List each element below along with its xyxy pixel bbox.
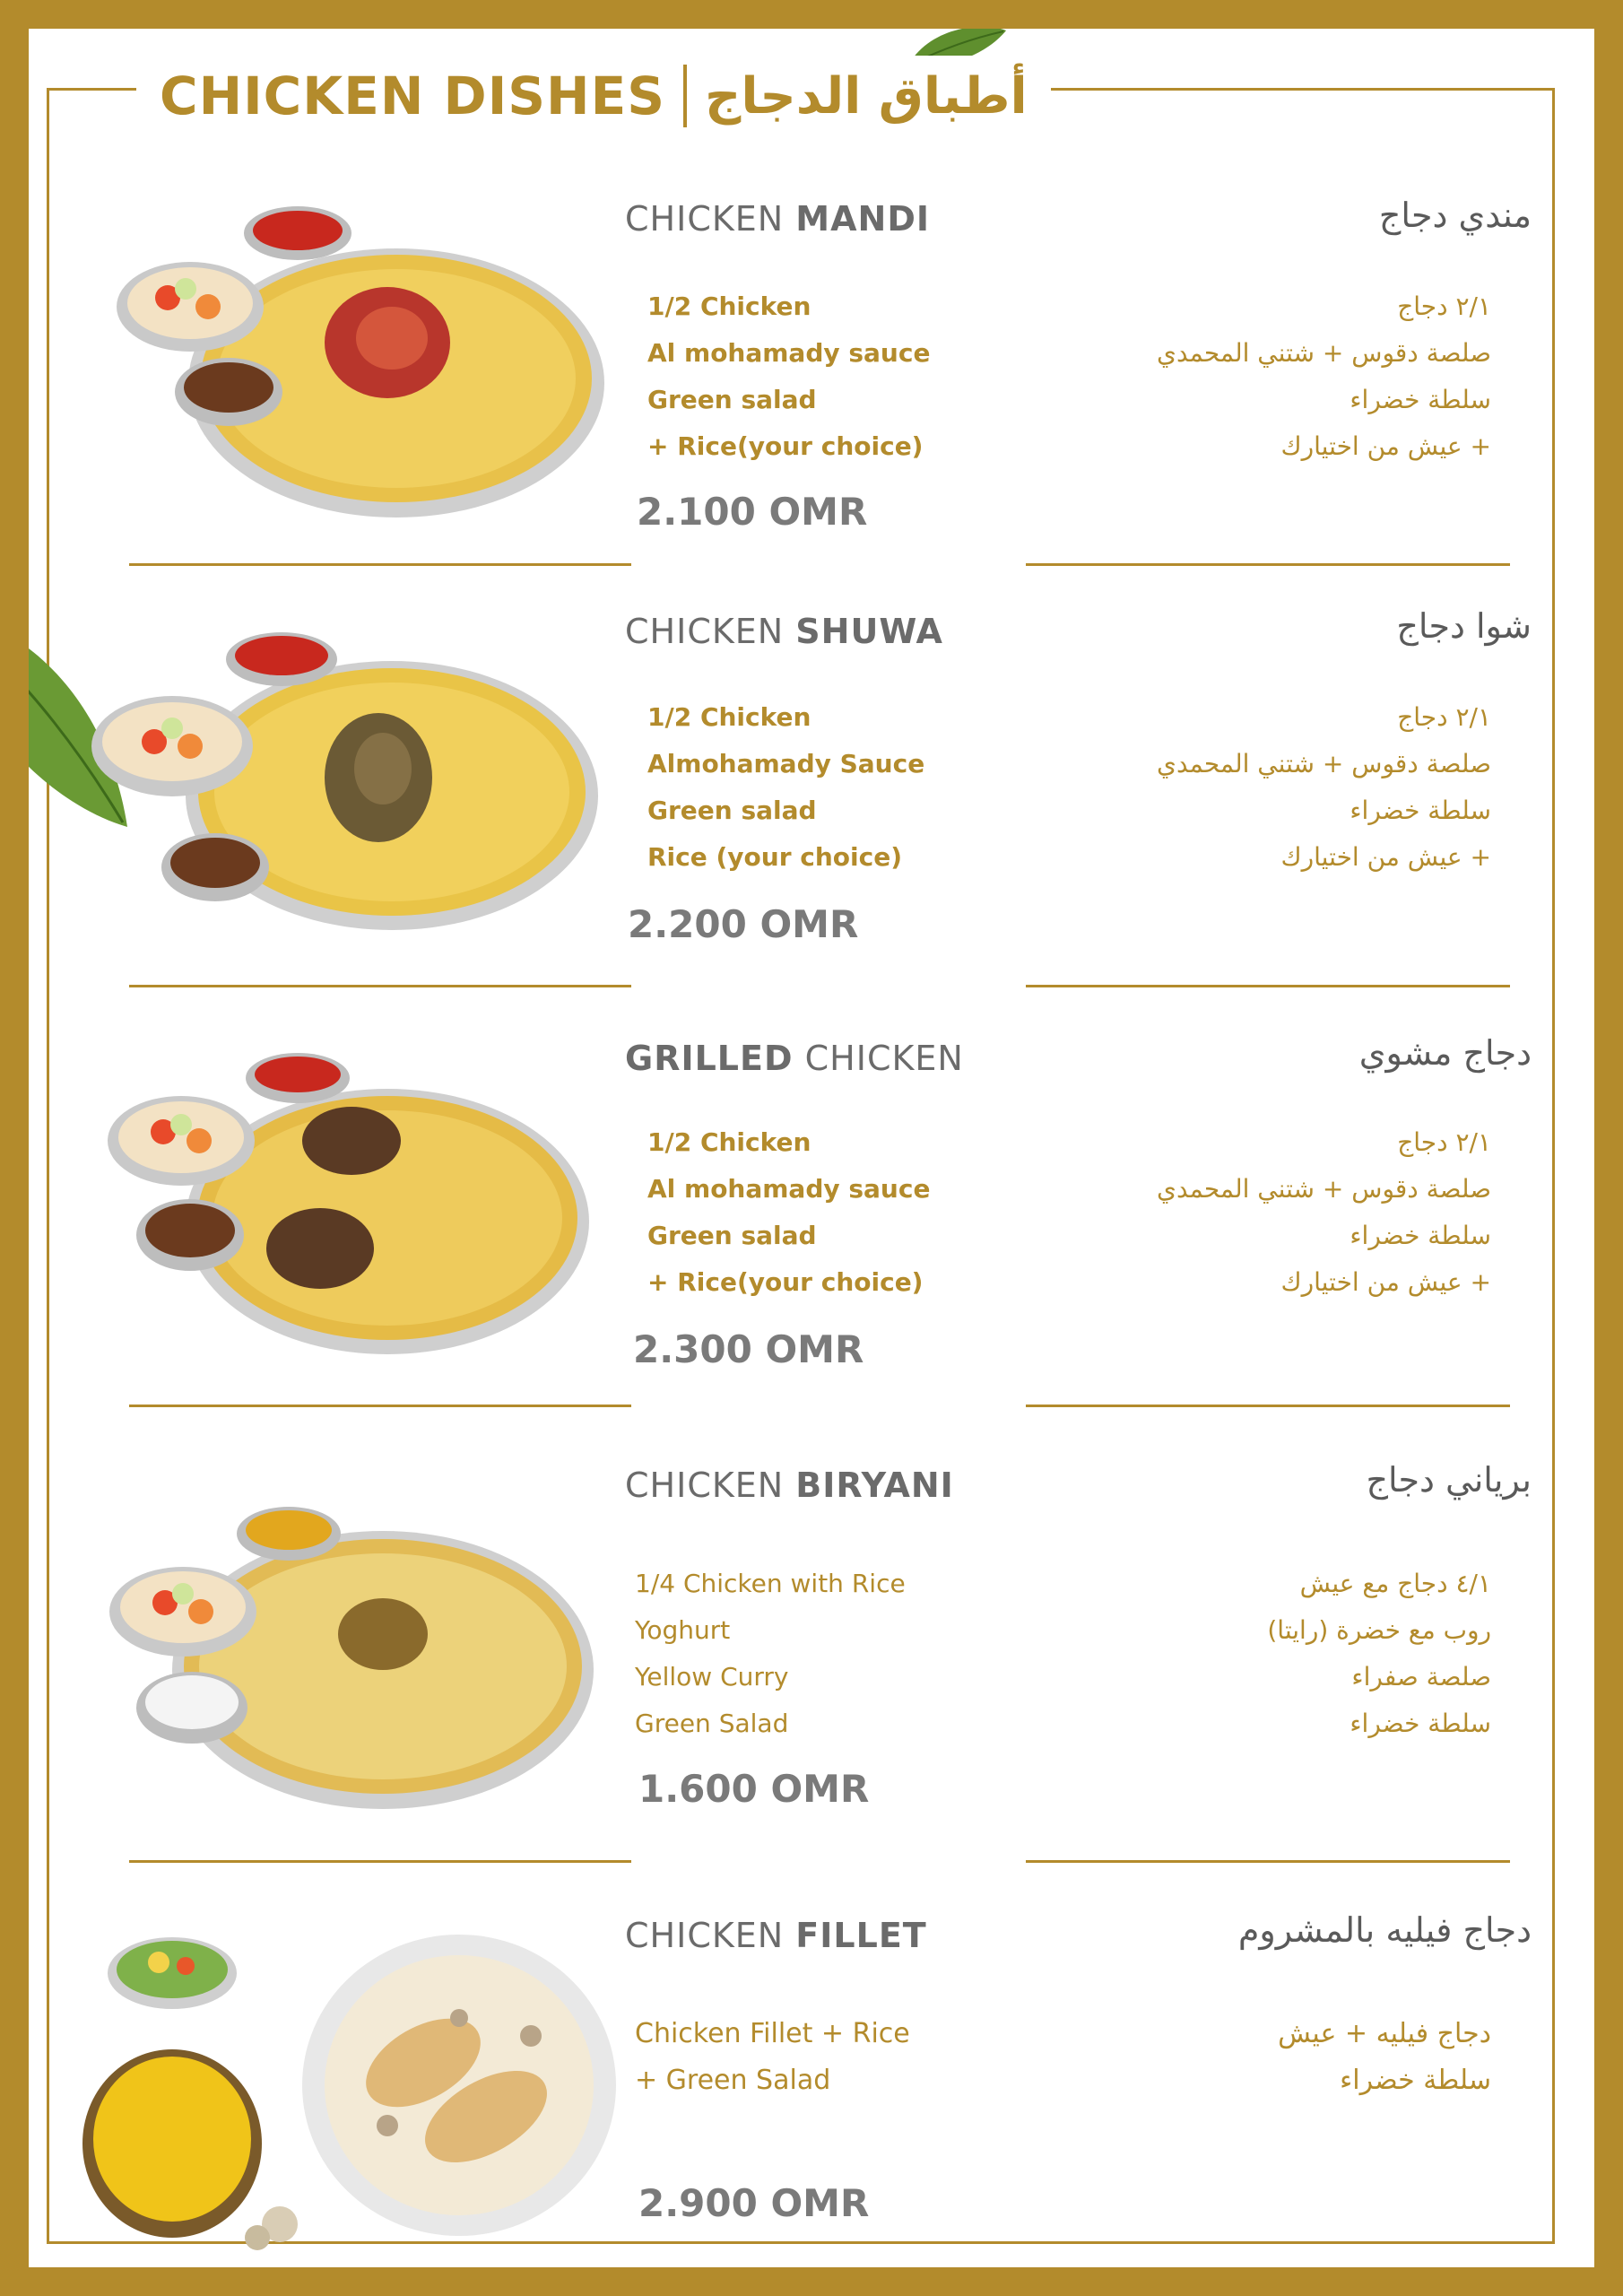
name-bold-part: BIRYANI [795,1465,954,1505]
divider-right [1026,563,1510,566]
divider-right [1026,985,1510,987]
dish-grilled-chicken [29,1006,1594,1419]
name-bold-part: SHUWA [795,612,943,651]
dish-photo [82,1500,621,1831]
plate-fillet-icon [82,1919,621,2251]
ingredients-arabic [1157,694,1491,881]
title-arabic: أطباق الدجاج [704,66,1028,126]
divider-left [129,563,631,566]
plate-biryani-icon [82,1500,621,1831]
name-light-part: CHICKEN [625,199,785,239]
ingredient-item-ar: + عيش من اختيارك [1280,431,1491,461]
dish-name-english [625,199,930,239]
dish-price: 2.300 OMR [633,1327,864,1371]
ingredient-item-ar: ٢/١ دجاج [1397,291,1491,321]
dish-price: 1.600 OMR [638,1767,870,1811]
dish-price: 2.100 OMR [637,490,868,534]
dish-name-arabic: دجاج فيليه بالمشروم [1237,1910,1532,1950]
ingredient-item: Green Salad [635,1709,789,1738]
ingredient-item-ar: سلطة خضراء [1350,1221,1491,1250]
divider-left [129,1860,631,1863]
ingredients-english [647,283,930,470]
dish-price: 2.900 OMR [638,2181,870,2225]
ingredient-item: Yellow Curry [635,1662,789,1692]
ingredient-item: Al mohamady sauce [647,1174,931,1204]
ingredient-item: Al mohamady sauce [647,338,931,368]
ingredient-item-ar: سلطة خضراء [1350,1709,1491,1738]
ingredients-english [647,1119,930,1306]
ingredients-english [635,1561,906,1747]
ingredient-item-ar: صلصة دقوس + شتني المحمدي [1157,749,1491,778]
ingredient-item: Green salad [647,1221,817,1250]
ingredient-item-ar: ٢/١ دجاج [1397,1127,1491,1157]
ingredient-item-ar: + عيش من اختيارك [1280,842,1491,872]
dish-photo [82,625,621,948]
ingredient-item: Green salad [647,385,817,414]
ingredient-item-ar: سلطة خضراء [1350,385,1491,414]
ingredients-english [635,2011,910,2104]
divider-left [129,985,631,987]
divider-right [1026,1860,1510,1863]
title-separator [683,65,687,127]
ingredients-arabic [1157,1119,1491,1306]
ingredient-item: 1/2 Chicken [647,1127,812,1157]
name-light-part: CHICKEN [625,1465,785,1505]
dish-name-english [625,1039,964,1078]
name-bold-part: GRILLED [625,1039,794,1078]
ingredient-item: Rice (your choice) [647,842,903,872]
ingredient-item-ar: سلطة خضراء [1340,2065,1491,2096]
ingredient-item: 1/2 Chicken [647,291,812,321]
ingredient-item-ar: صلصة دقوس + شتني المحمدي [1157,338,1491,368]
dish-price: 2.200 OMR [628,902,859,946]
name-light-part: CHICKEN [804,1039,964,1078]
ingredient-item-ar: روب مع خضرة (رايتا) [1267,1615,1491,1645]
page-title [136,56,1051,136]
ingredients-arabic [1267,1561,1491,1747]
dish-chicken-biryani [29,1428,1594,1849]
ingredient-item-ar: صلصة صفراء [1351,1662,1491,1692]
title-english: CHICKEN DISHES [160,65,665,126]
dish-name-arabic: دجاج مشوي [1358,1033,1532,1073]
ingredient-item-ar: + عيش من اختيارك [1280,1267,1491,1297]
ingredient-item: + Rice(your choice) [647,431,924,461]
menu-page [29,29,1594,2267]
dish-photo [82,1033,621,1365]
dish-name-arabic: برياني دجاج [1366,1460,1532,1500]
dish-name-english [625,1465,954,1505]
dish-name-arabic: شوا دجاج [1396,606,1532,646]
name-bold-part: MANDI [795,199,931,239]
ingredients-english [647,694,924,881]
ingredient-item: + Green Salad [635,2065,831,2096]
dish-chicken-fillet [29,1876,1594,2262]
plate-shuwa-icon [82,625,621,948]
ingredient-item-ar: دجاج فيليه + عيش [1278,2018,1491,2049]
dish-chicken-mandi [29,163,1594,594]
ingredient-item: Almohamady Sauce [647,749,925,778]
ingredient-item-ar: ٢/١ دجاج [1397,702,1491,732]
name-light-part: CHICKEN [625,1916,785,1955]
ingredient-item: Chicken Fillet + Rice [635,2018,910,2049]
name-bold-part: FILLET [795,1916,927,1955]
ingredient-item: 1/4 Chicken with Rice [635,1569,906,1598]
dish-photo [82,190,621,531]
ingredient-item-ar: صلصة دقوس + شتني المحمدي [1157,1174,1491,1204]
dish-photo [82,1919,621,2251]
ingredient-item-ar: ٤/١ دجاج مع عيش [1299,1569,1491,1598]
divider-right [1026,1405,1510,1407]
ingredient-item: + Rice(your choice) [647,1267,924,1297]
ingredient-item: 1/2 Chicken [647,702,812,732]
dish-name-english [625,1916,927,1955]
ingredient-item: Green salad [647,796,817,825]
name-light-part: CHICKEN [625,612,785,651]
ingredient-item-ar: سلطة خضراء [1350,796,1491,825]
ingredients-arabic [1157,283,1491,470]
ingredient-item: Yoghurt [635,1615,731,1645]
dish-name-english [625,612,943,651]
divider-left [129,1405,631,1407]
plate-grilled-icon [82,1033,621,1365]
dish-chicken-shuwa [29,576,1594,997]
plate-mandi-icon [82,190,621,531]
ingredients-arabic [1278,2011,1491,2104]
dish-name-arabic: مندي دجاج [1378,196,1532,235]
